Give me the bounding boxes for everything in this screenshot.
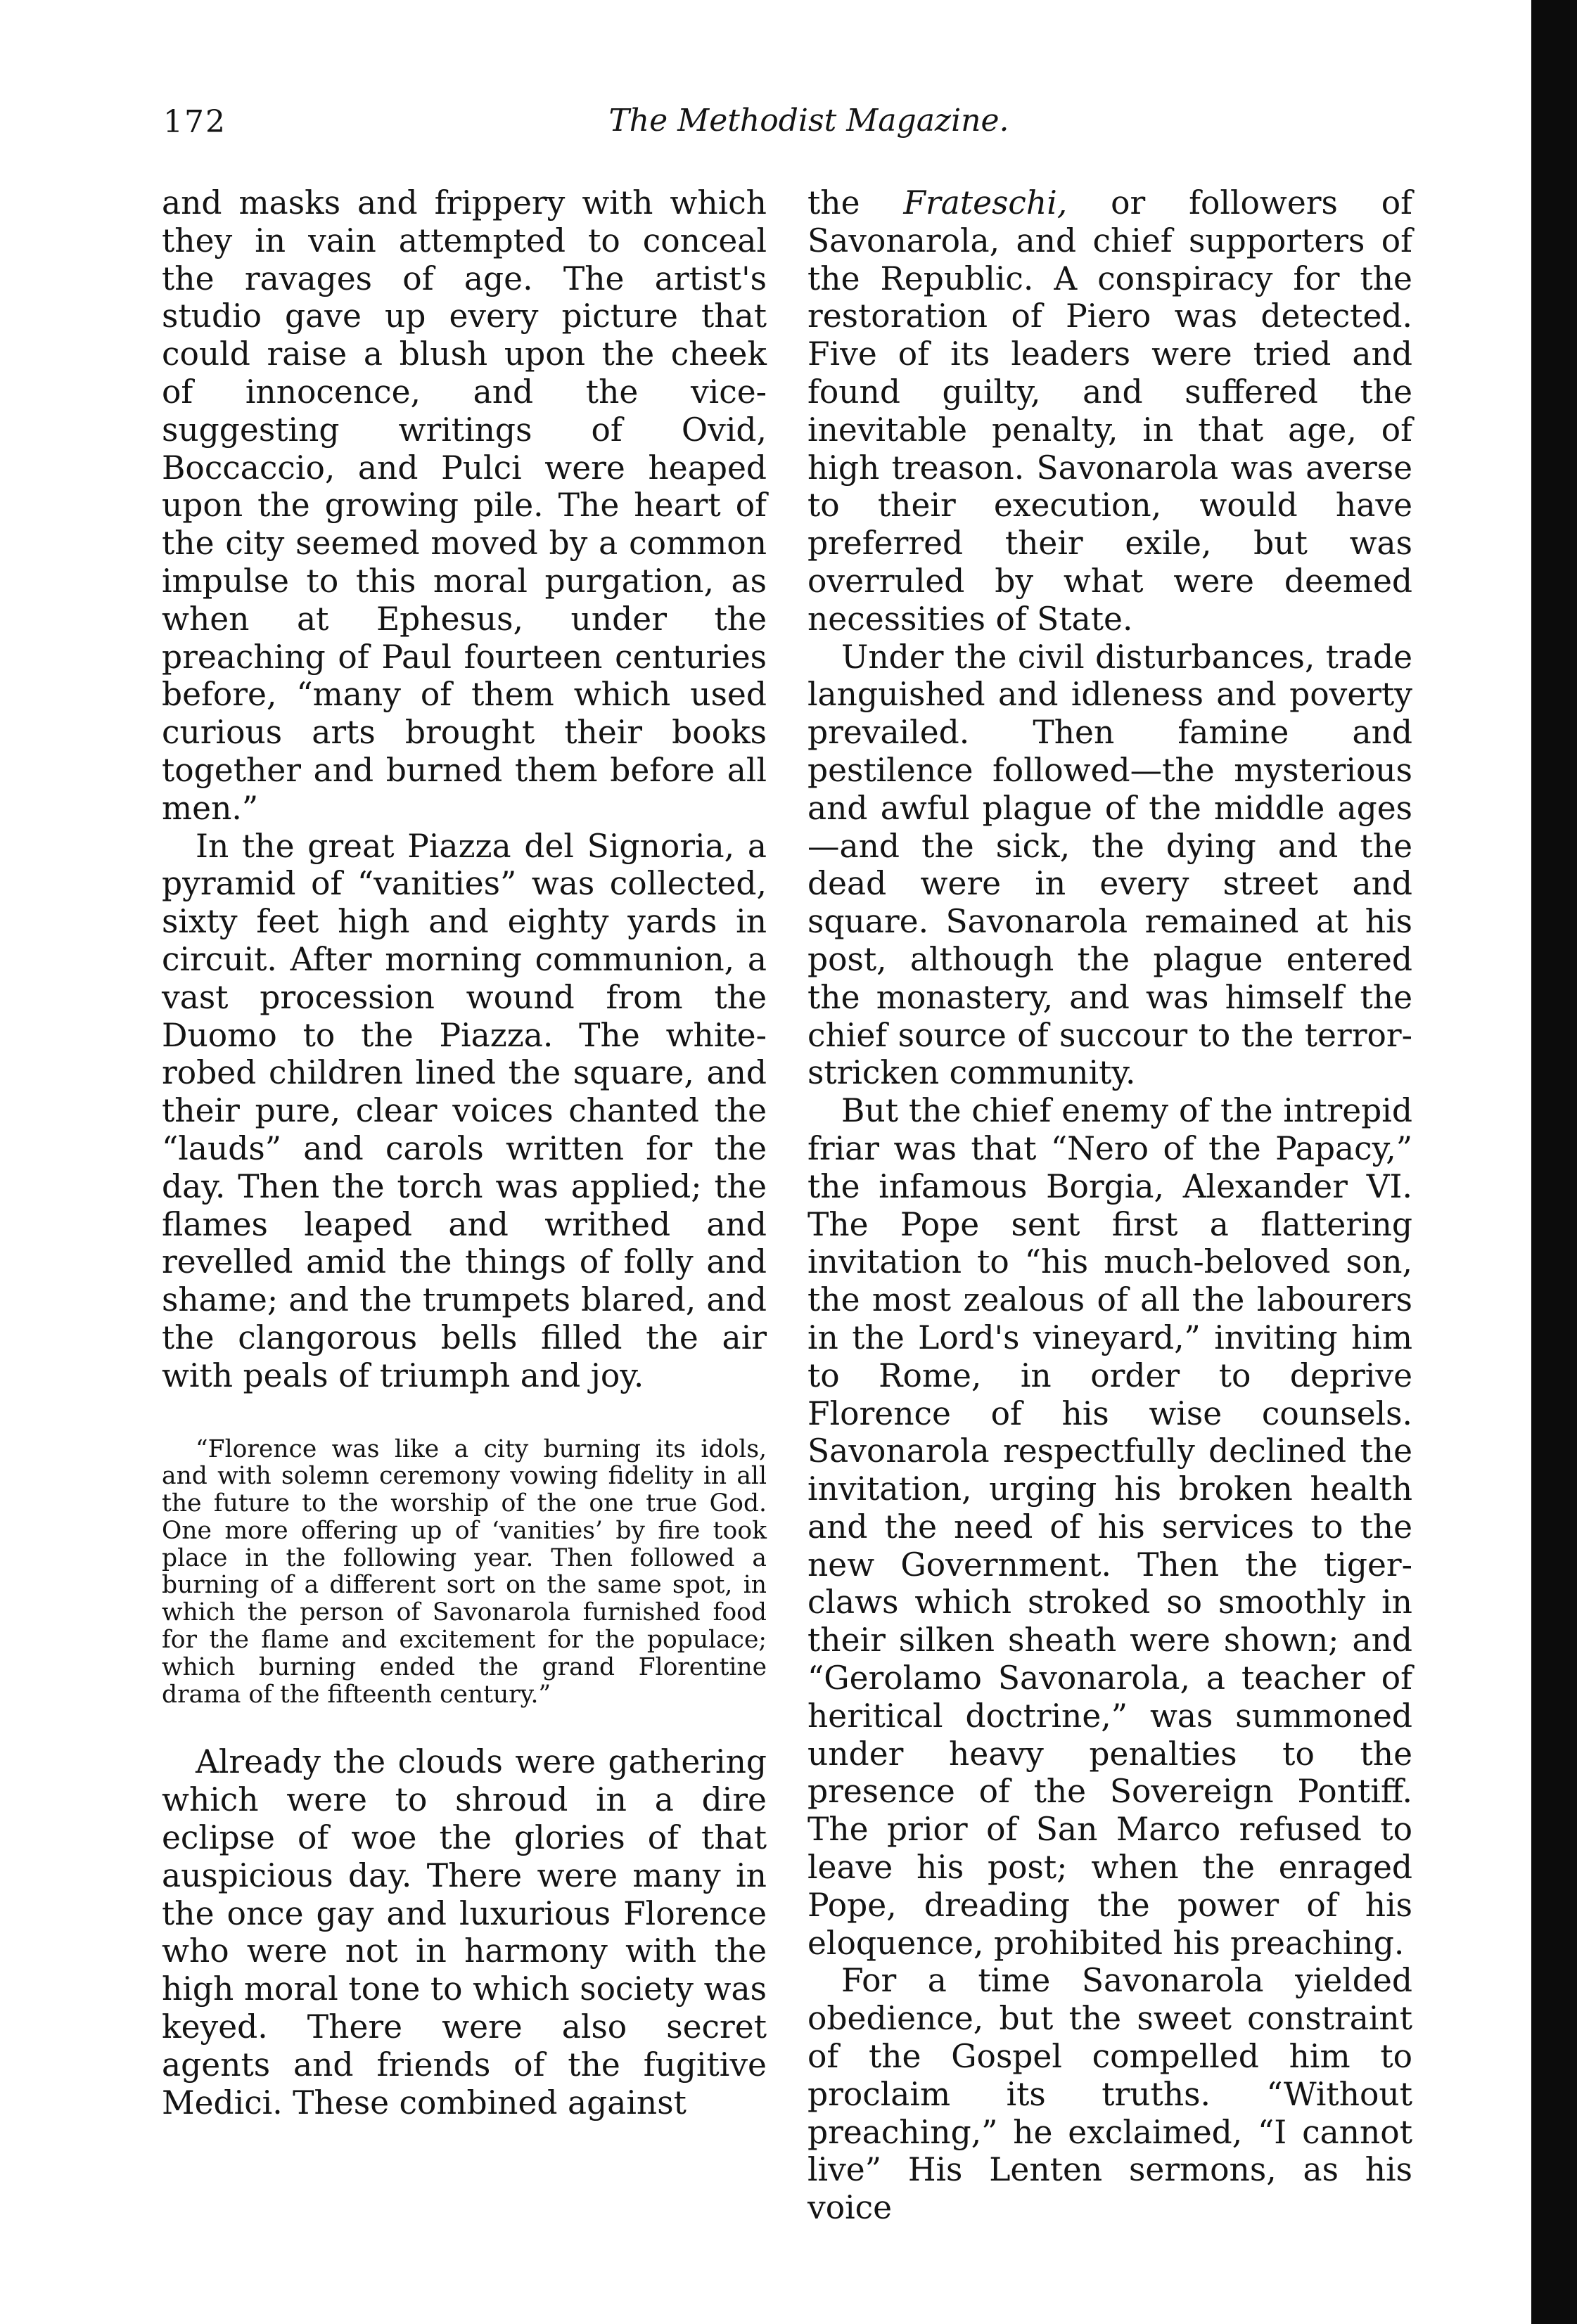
left-column bbox=[162, 184, 767, 2121]
running-title: The Methodist Magazine. bbox=[608, 103, 1009, 139]
paragraph-continuation: and masks and frippery with which they in vain attempted to conceal the ravages of age. The artist's studio gave up every picture that could raise a blush upon the cheek of innocence, and the vice-suggesting writings of Ovid, Boccaccio, and Pulci were heaped upon the growing pile. The heart of the city seemed moved by a common impulse to this moral purgation, as when at Ephesus, under the preaching of Paul fourteen centuries before, “many of them which used curious arts brought their books together and burned them before all men.” bbox=[162, 184, 767, 827]
frateschi-rest: or followers of Savonarola, and chief supporters of the Republic. A conspiracy for the restoration of Piero was detected. Five of its leaders were tried and found guilty, and suffered the inevitable penalty, in that age, of high treason. Savonarola was averse to their execution, would have preferred their exile, but was overruled by what were deemed necessities of State. bbox=[807, 184, 1412, 638]
paragraph-piazza: In the great Piazza del Signoria, a pyramid of “vanities” was collected, sixty feet high and eighty yards in circuit. After morning communion, a vast procession wound from the Duomo to the Piazza. The white-robed children lined the square, and their pure, clear voices chanted the “lauds” and carols written for the day. Then the torch was applied; the flames leaped and writhed and revelled amid the things of folly and shame; and the trumpets blared, and the clangorous bells filled the air with peals of triumph and joy. bbox=[162, 827, 767, 1394]
block-quote: “Florence was like a city burning its idols, and with solemn ceremony vowing fidelity in all the future to the worship of the one true God. One more offering up of ‘vanities’ by fire took place in the following year. Then followed a burning of a different sort on the same spot, in which the person of Savonarola furnished food for the flame and excitement for the populace; which burning ended the grand Florentine drama of the fifteenth century.” bbox=[162, 1434, 767, 1709]
frateschi-lead: the bbox=[807, 184, 904, 222]
page-number: 172 bbox=[163, 104, 226, 140]
paragraph-plague: Under the civil disturbances, trade languished and idleness and poverty prevailed. Then famine and pestilence followed—the mysterious and awful plague of the middle ages—and the sick, the dying and the dead were in every street and square. Savonarola remained at his post, although the plague entered the monastery, and was himself the chief source of succour to the terror-stricken community. bbox=[807, 638, 1412, 1092]
paragraph-borgia: But the chief enemy of the intrepid friar was that “Nero of the Papacy,” the infamous Borgia, Alexander VI. The Pope sent first a flattering invitation to “his much-beloved son, the most zealous of all the labourers in the Lord's vineyard,” inviting him to Rome, in order to deprive Florence of his wise counsels. Savonarola respectfully declined the invitation, urging his broken health and the need of his services to the new Government. Then the tiger-claws which stroked so smoothly in their silken sheath were shown; and “Gerolamo Savonarola, a teacher of heritical doctrine,” was summoned under heavy penalties to the presence of the Sovereign Pontiff. The prior of San Marco refused to leave his post; when the enraged Pope, dreading the power of his eloquence, prohibited his preaching. bbox=[807, 1092, 1412, 1962]
scan-edge-border bbox=[1531, 0, 1577, 2324]
frateschi-term: Frateschi, bbox=[903, 184, 1068, 222]
paragraph-lenten: For a time Savonarola yielded obedience, but the sweet constraint of the Gospel compelled him to proclaim its truths. “Without preaching,” he exclaimed, “I cannot live” His Lenten sermons, as his voice bbox=[807, 1962, 1412, 2227]
right-column bbox=[807, 184, 1412, 2227]
paragraph-clouds: Already the clouds were gathering which were to shroud in a dire eclipse of woe the glories of that auspicious day. There were many in the once gay and luxurious Florence who were not in harmony with the high moral tone to which society was keyed. There were also secret agents and friends of the fugitive Medici. These combined against bbox=[162, 1743, 767, 2121]
paragraph-frateschi bbox=[807, 184, 1412, 638]
